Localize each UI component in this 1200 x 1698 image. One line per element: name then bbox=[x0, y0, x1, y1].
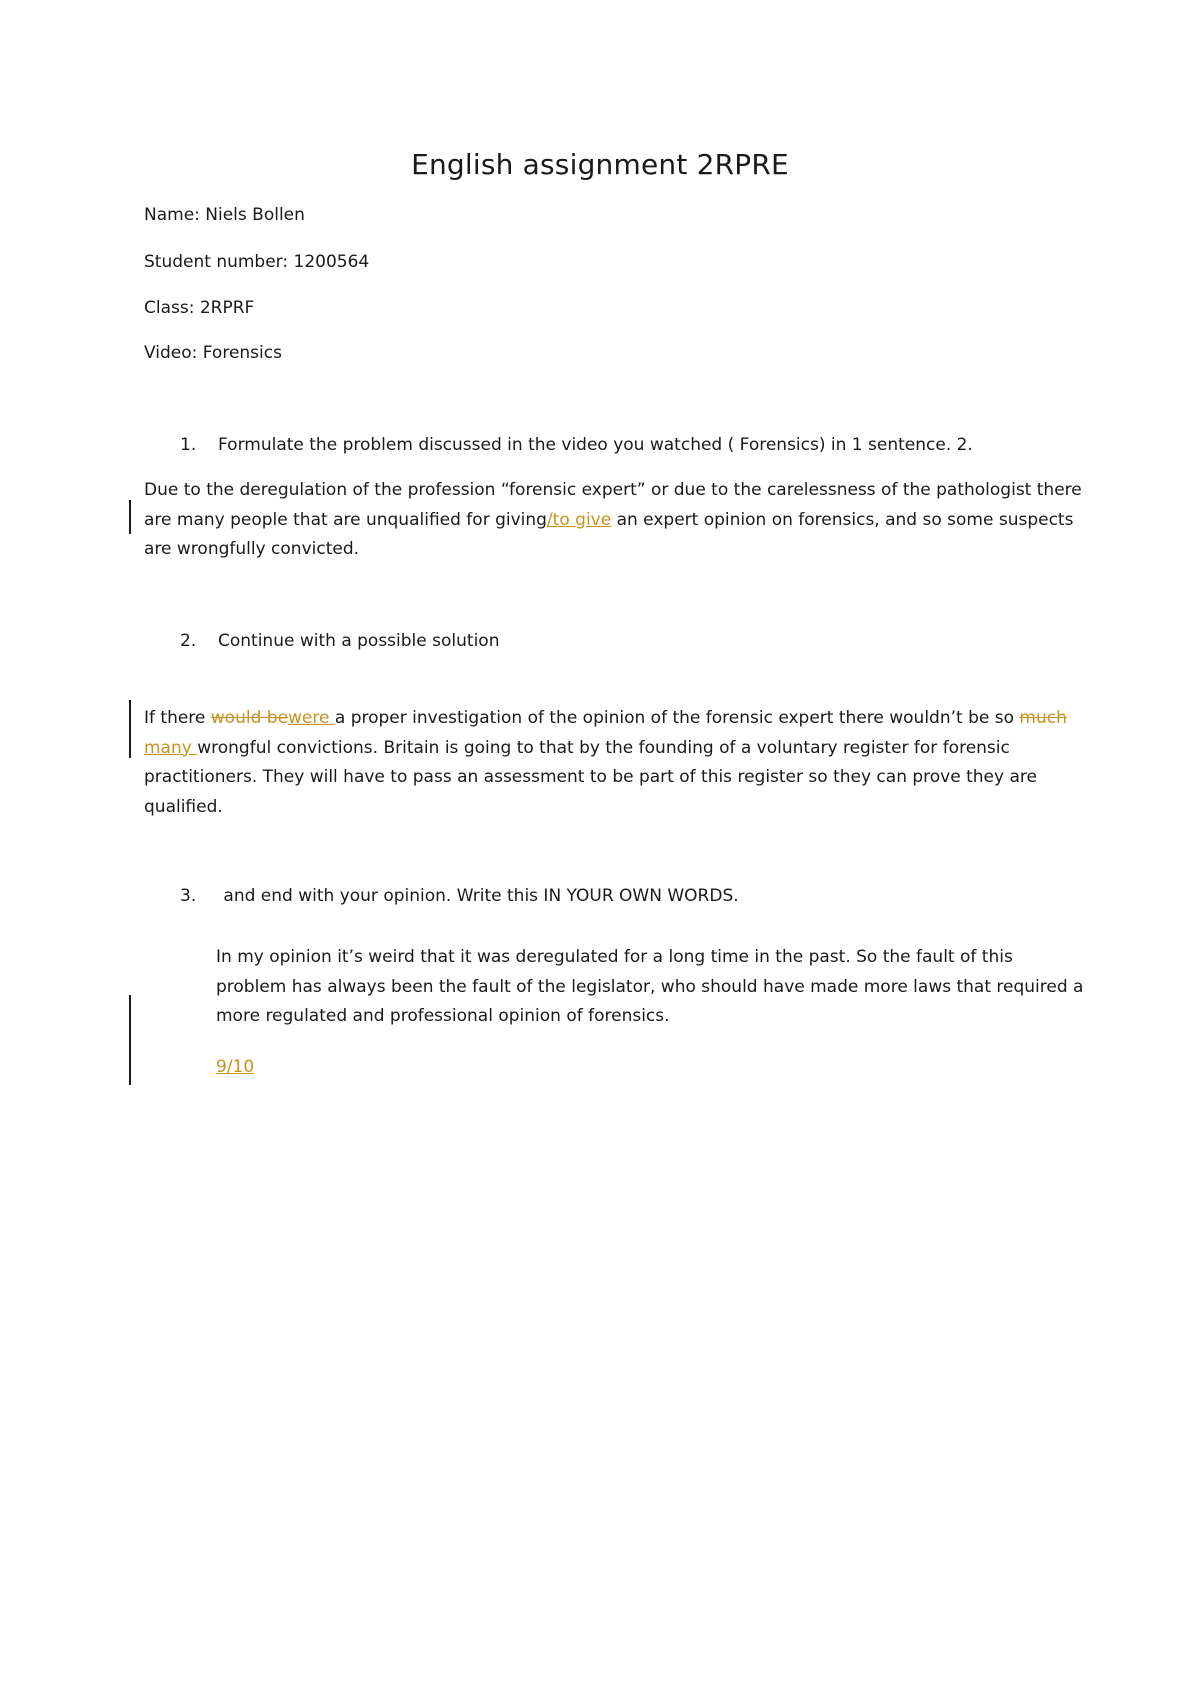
question-3-number: 3. bbox=[180, 886, 197, 906]
video-label: Video: Forensics bbox=[144, 343, 282, 363]
student-number: Student number: 1200564 bbox=[144, 252, 370, 272]
question-1 bbox=[180, 435, 973, 455]
revision-bar bbox=[129, 700, 131, 758]
question-2 bbox=[180, 631, 499, 651]
question-1-number: 1. bbox=[180, 435, 197, 455]
revision-bar bbox=[129, 995, 131, 1085]
question-2-number: 2. bbox=[180, 631, 197, 651]
question-3-text: and end with your opinion. Write this IN YOUR OWN WORDS. bbox=[218, 886, 739, 906]
question-1-text: Formulate the problem discussed in the video you watched ( Forensics) in 1 sentence. 2. bbox=[218, 435, 973, 455]
answer-1-text-start: Due to the deregulation of the profession “forensic expert” or due to the carelessness of the pathologist there are many people that are unqualified for giving bbox=[144, 480, 1082, 530]
answer-2-text-3: wrongful convictions. Britain is going to that by the founding of a voluntary register for forensic practitioners. They will have to pass an assessment to be part of this register so they can prove they are qualified. bbox=[144, 737, 1037, 817]
revision-deletion: would be bbox=[210, 708, 289, 728]
page-title: English assignment 2RPRE bbox=[411, 148, 789, 181]
revision-insertion: many bbox=[144, 737, 198, 758]
revision-insertion: /to give bbox=[546, 509, 612, 530]
class-label: Class: 2RPRF bbox=[144, 298, 255, 318]
question-2-text: Continue with a possible solution bbox=[218, 631, 500, 651]
question-3 bbox=[180, 886, 739, 906]
answer-3: In my opinion it’s weird that it was deregulated for a long time in the past. So the fault of this problem has always been the fault of the legislator, who should have made more laws that required a more regulated and professional opinion of forensics. bbox=[216, 947, 1084, 1026]
answer-1 bbox=[144, 476, 1084, 565]
answer-1-text-end: an expert opinion on forensics, and so some suspects are wrongfully convicted. bbox=[144, 509, 1074, 559]
revision-bar bbox=[129, 500, 131, 534]
grade: 9/10 bbox=[216, 1057, 255, 1077]
answer-2 bbox=[144, 704, 1084, 822]
student-name: Name: Niels Bollen bbox=[144, 205, 305, 225]
revision-deletion: much bbox=[1019, 708, 1067, 728]
revision-insertion: were bbox=[288, 708, 335, 728]
answer-2-text-2: a proper investigation of the opinion of the forensic expert there wouldn’t be so bbox=[334, 708, 1020, 728]
answer-2-text-1: If there bbox=[144, 708, 211, 728]
